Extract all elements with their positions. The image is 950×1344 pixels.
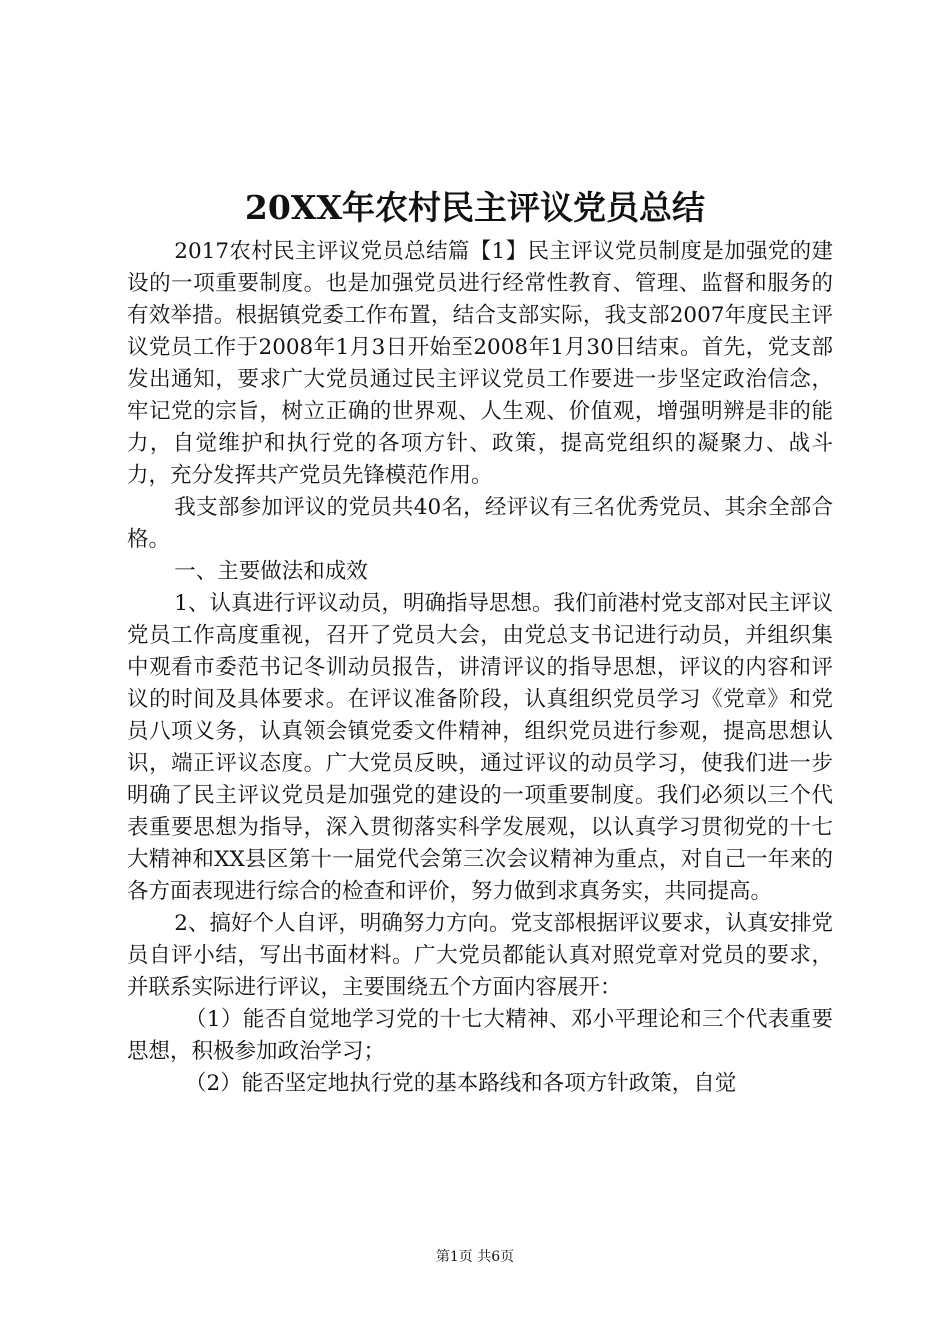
list-item-policy: （2）能否坚定地执行党的基本路线和各项方针政策，自觉: [185, 1071, 737, 1096]
page-number-footer: 第1页 共6页: [435, 1249, 515, 1265]
paragraph-member-count: 我支部参加评议的党员共40名，经评议有三名优秀党员、其余全部合格。: [127, 495, 833, 552]
document-title: 20XX年农村民主评议党员总结: [244, 188, 706, 227]
list-item-study: （1）能否自觉地学习党的十七大精神、邓小平理论和三个代表重要思想，积极参加政治学习；: [127, 1007, 833, 1064]
paragraph-mobilization: 1、认真进行评议动员，明确指导思想。我们前港村党支部对民主评议党员工作高度重视，召开了党员大会，由党总支书记进行动员，并组织集中观看市委范书记冬训动员报告，讲清评议的指导思想，评议的内容和评议的时间及具体要求。在评议准备阶段，认真组织党员学习《党章》和党员八项义务，认真领会镇党委文件精神，组织党员进行参观，提高思想认识，端正评议态度。广大党员反映，通过评议的动员学习，使我们进一步明确了民主评议党员是加强党的建设的一项重要制度。我们必须以三个代表重要思想为指导，深入贯彻落实科学发展观，以认真学习贯彻党的十七大精神和XX县区第十一届党代会第三次会议精神为重点，对自己一年来的各方面表现进行综合的检查和评价，努力做到求真务实，共同提高。: [127, 591, 833, 904]
document-body: [127, 236, 833, 1100]
paragraph-intro: 2017农村民主评议党员总结篇【1】民主评议党员制度是加强党的建设的一项重要制度。也是加强党员进行经常性教育、管理、监督和服务的有效举措。根据镇党委工作布置，结合支部实际，我支部2007年度民主评议党员工作于2008年1月3日开始至2008年1月30日结束。首先，党支部发出通知，要求广大党员通过民主评议党员工作要进一步坚定政治信念，牢记党的宗旨，树立正确的世界观、人生观、价值观，增强明辨是非的能力，自觉维护和执行党的各项方针、政策，提高党组织的凝聚力、战斗力，充分发挥共产党员先锋模范作用。: [127, 239, 833, 488]
section-heading-methods: 一、主要做法和成效: [174, 559, 368, 584]
paragraph-self-evaluation: 2、搞好个人自评，明确努力方向。党支部根据评议要求，认真安排党员自评小结，写出书面材料。广大党员都能认真对照党章对党员的要求，并联系实际进行评议，主要围绕五个方面内容展开：: [127, 911, 833, 1000]
